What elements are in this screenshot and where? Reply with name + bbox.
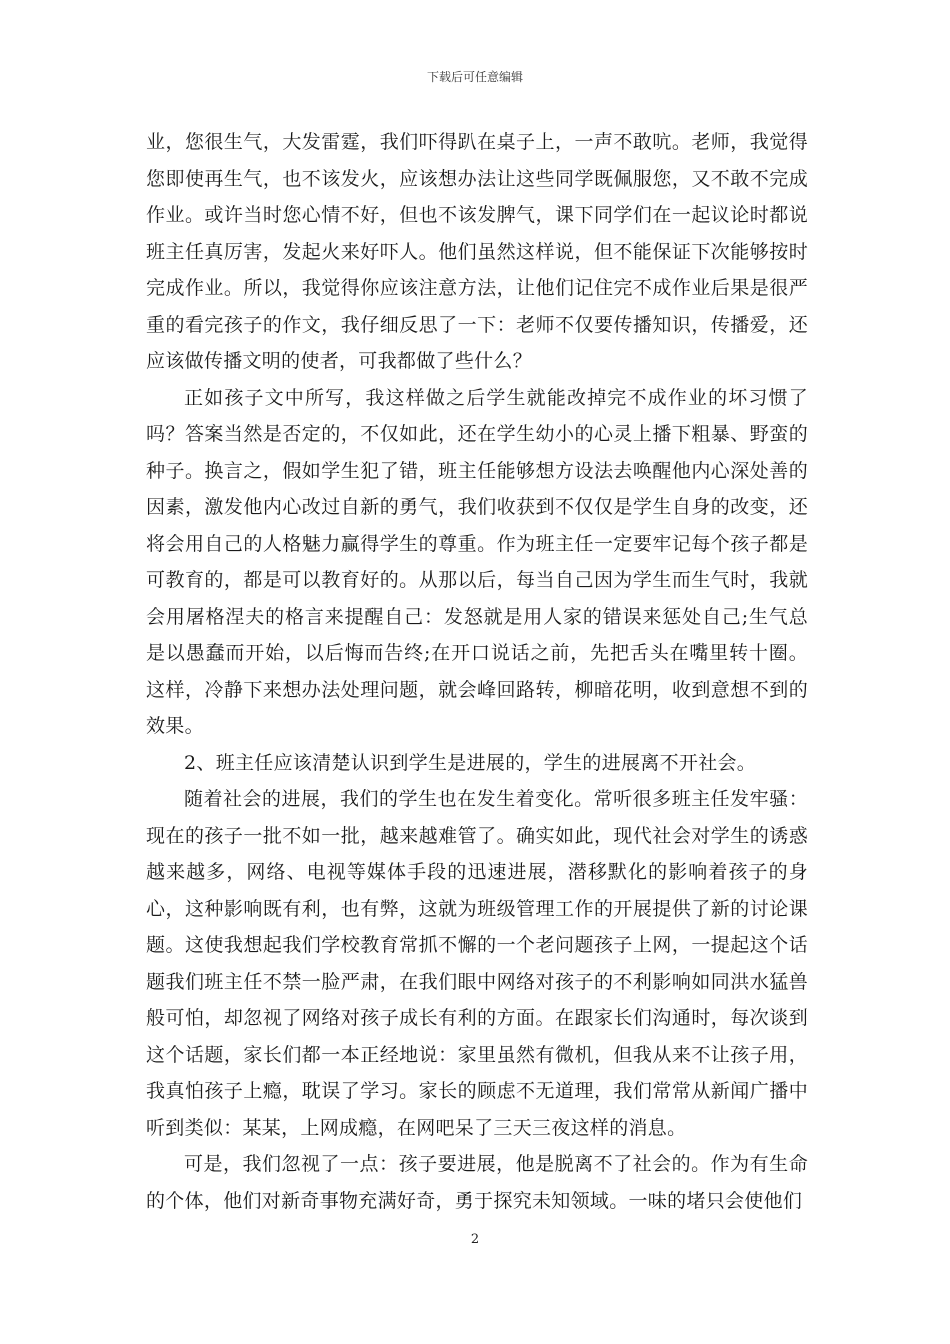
page-number: 2 xyxy=(470,1232,480,1247)
paragraph-3: 随着社会的进展，我们的学生也在发生着变化。常听很多班主任发牢骚：现在的孩子一批不如一批，越来越难管了。确实如此，现代社会对学生的诱惑越来越多，网络、电视等媒体手段的迅速进展，潜移默化的影响着孩子的身心，这种影响既有利，也有弊，这就为班级管理工作的开展提供了新的讨论课题。这使我想起我们学校教育常抓不懈的一个老问题孩子上网，一提起这个话题我们班主任不禁一脸严肃，在我们眼中网络对孩子的不利影响如同洪水猛兽般可怕，却忽视了网络对孩子成长有利的方面。在跟家长们沟通时，每次谈到这个话题，家长们都一本正经地说：家里虽然有微机，但我从来不让孩子用，我真怕孩子上瘾，耽误了学习。家长的顾虑不无道理，我们常常从新闻广播中听到类似：某某，上网成瘾，在网吧呆了三天三夜这样的消息。 xyxy=(146,788,808,1139)
paragraph-1: 业，您很生气，大发雷霆，我们吓得趴在桌子上，一声不敢吭。老师，我觉得您即使再生气，也不该发火，应该想办法让这些同学既佩服您，又不敢不完成作业。或许当时您心情不好，但也不该发脾气，课下同学们在一起议论时都说班主任真厉害，发起火来好吓人。他们虽然这样说，但不能保证下次能够按时完成作业。所以，我觉得你应该注意方法，让他们记住完不成作业后果是很严重的看完孩子的作文，我仔细反思了一下：老师不仅要传播知识，传播爱，还应该做传播文明的使者，可我都做了些什么？ xyxy=(146,131,808,372)
page-header: 下载后可任意编辑 xyxy=(426,70,523,84)
paragraph-2: 正如孩子文中所写，我这样做之后学生就能改掉完不成作业的坏习惯了吗？答案当然是否定的，不仅如此，还在学生幼小的心灵上播下粗暴、野蛮的种子。换言之，假如学生犯了错，班主任能够想方设法去唤醒他内心深处善的因素，激发他内心改过自新的勇气，我们收获到不仅仅是学生自身的改变，还将会用自己的人格魅力赢得学生的尊重。作为班主任一定要牢记每个孩子都是可教育的，都是可以教育好的。从那以后，每当自己因为学生而生气时，我就会用屠格涅夫的格言来提醒自己：发怒就是用人家的错误来惩处自己;生气总是以愚蠢而开始，以后悔而告终;在开口说话之前，先把舌头在嘴里转十圈。这样，冷静下来想办法处理问题，就会峰回路转，柳暗花明，收到意想不到的效果。 xyxy=(146,386,808,737)
paragraph-4: 可是，我们忽视了一点：孩子要进展，他是脱离不了社会的。作为有生命的个体，他们对新奇事物充满好奇，勇于探究未知领域。一味的堵只会使他们 xyxy=(146,1153,808,1212)
document-body xyxy=(146,124,808,1219)
section-heading: 2、班主任应该清楚认识到学生是进展的，学生的进展离不开社会。 xyxy=(184,751,757,774)
